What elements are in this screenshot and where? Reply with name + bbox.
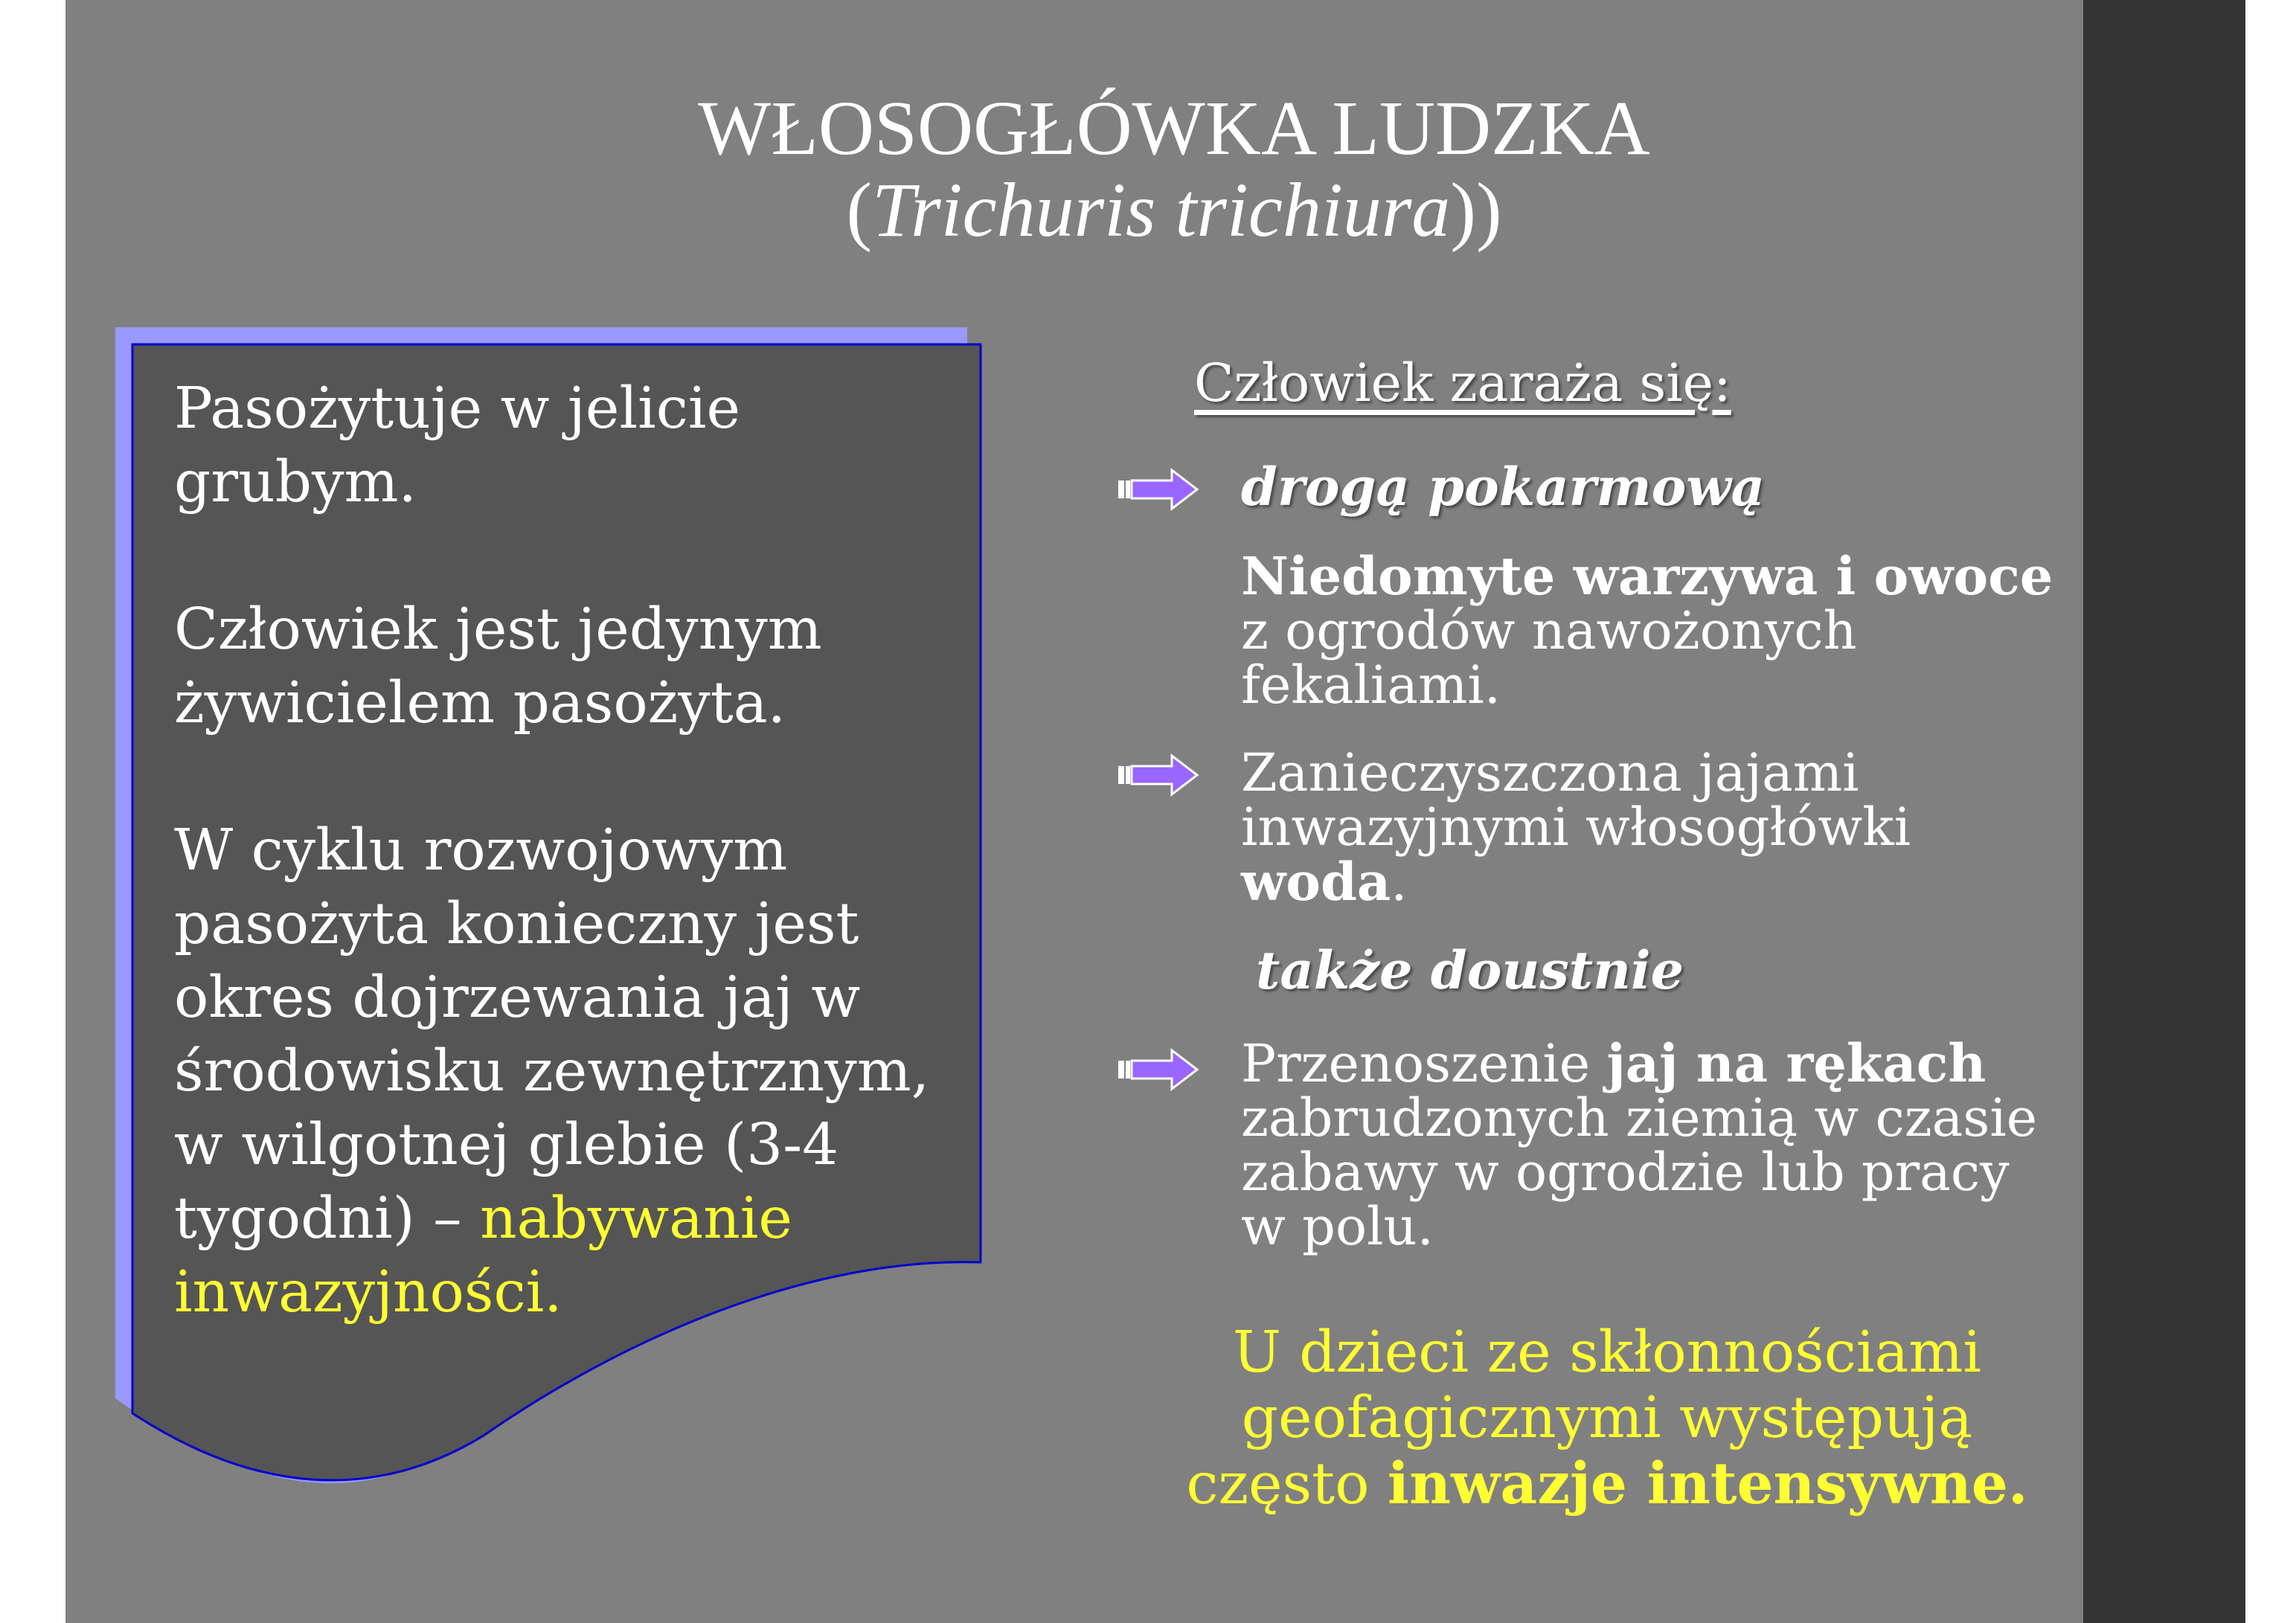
note-paragraph-3: W cyklu rozwojowym pasożyta konieczny jest okres dojrzewania jaj w środowisku zewnętrznym, w wilgotnej glebie (3-4 tygodni) – nabywanie inwazyjności.	[174, 817, 930, 1325]
note-paragraph-1: Pasożytuje w jelicie grubym.	[174, 376, 741, 515]
arrow-right-icon	[1118, 1047, 1200, 1092]
arrow-right-icon	[1118, 753, 1200, 797]
item-hands: Przenoszenie jaj na rękach zabrudzonych ziemią w czasie zabawy w ogrodzie lub pracy w polu.	[1241, 1032, 2038, 1257]
highlight-invasiveness: nabywanie inwazyjności.	[174, 1186, 792, 1325]
bottom-note: U dzieci ze skłonnościami geofagicznymi występują często inwazje intensywne.	[1186, 1320, 2028, 1517]
note-text	[174, 372, 993, 1329]
title-line-1: WŁOSOGŁÓWKA LUDZKA	[698, 86, 1650, 171]
item-vegetables: Niedomyte warzywa i owoce z ogrodów nawożonych fekaliami.	[1241, 545, 2053, 716]
note-paragraph-2: Człowiek jest jedynym żywicielem pasożyta.	[174, 597, 822, 736]
arrow-right-icon	[1118, 467, 1200, 512]
item-water: Zanieczyszczona jajami inwazyjnymi włosogłówki woda.	[1241, 742, 1911, 913]
route-oral: także doustnie	[1256, 939, 1684, 1001]
title-line-2: (Trichuris trichiura))	[846, 167, 1502, 253]
route-food: drogą pokarmową	[1241, 456, 1765, 518]
latin-name: Trichuris trichiura	[872, 167, 1451, 253]
infection-heading: Człowiek zaraża się:	[1194, 353, 1731, 414]
